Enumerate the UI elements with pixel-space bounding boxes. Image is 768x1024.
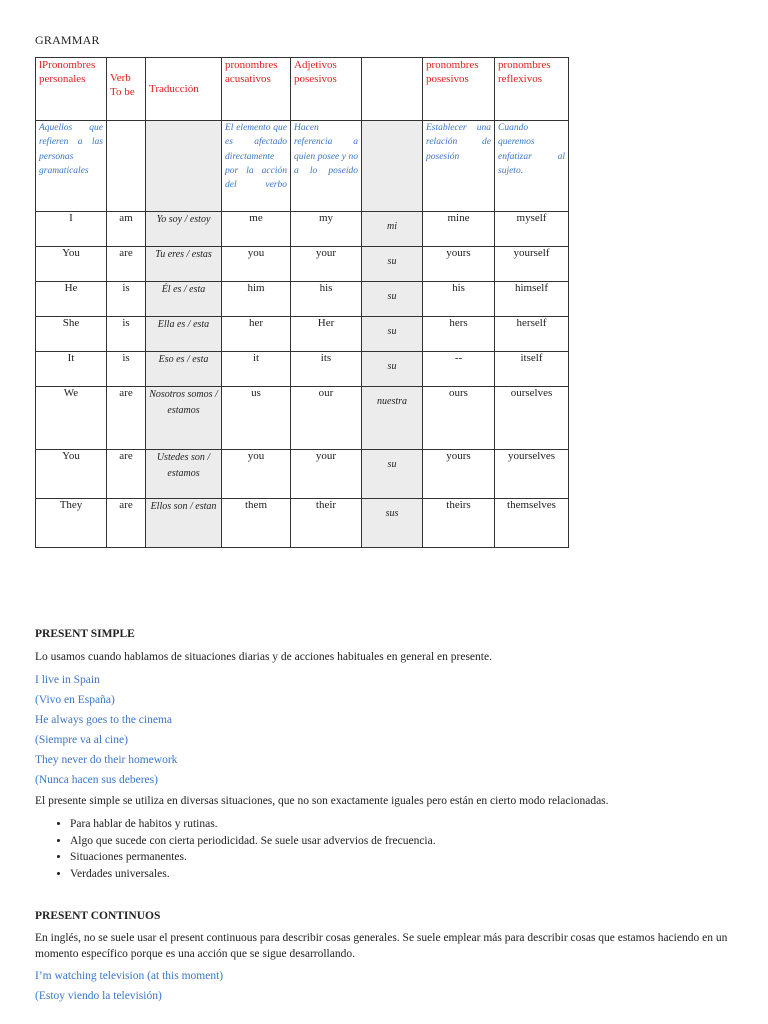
example-sentence: I live in Spain: [35, 673, 100, 686]
table-cell: our: [291, 387, 362, 450]
table-row: [36, 282, 569, 317]
table-cell: themselves: [495, 499, 569, 548]
table-cell: my: [291, 212, 362, 247]
table-cell: yourselves: [495, 450, 569, 499]
table-cell: theirs: [423, 499, 495, 548]
description-cell: Hacen referencia a quien posee y no a lo poseído: [291, 121, 362, 212]
table-cell: They: [36, 499, 107, 548]
header-cell: pronombres reflexivos: [495, 58, 569, 121]
table-cell: is: [107, 352, 146, 387]
table-cell: his: [423, 282, 495, 317]
description-cell: Cuando queremos enfatizar al sujeto.: [495, 121, 569, 212]
paragraph: Lo usamos cuando hablamos de situaciones diarias y de acciones habituales en general en presente.: [35, 651, 492, 663]
table-cell: your: [291, 247, 362, 282]
table-row: [36, 352, 569, 387]
table-cell: Tu eres / estas: [146, 247, 222, 282]
example-sentence: I’m watching television (at this moment): [35, 970, 224, 983]
table-cell: su: [362, 317, 423, 352]
description-cell: El elemento que es afectado directamente por la acción del verbo: [222, 121, 291, 212]
table-cell: It: [36, 352, 107, 387]
table-cell: su: [362, 282, 423, 317]
table-cell: itself: [495, 352, 569, 387]
table-cell: You: [36, 247, 107, 282]
table-cell: him: [222, 282, 291, 317]
header-cell: pronombres acusativos: [222, 58, 291, 121]
paragraph: El presente simple se utiliza en diversas situaciones, que no son exactamente iguales pero están en cierto modo relacionadas.: [35, 794, 609, 807]
section-heading-present-continuous: PRESENT CONTINUOS: [35, 910, 161, 923]
table-cell: Él es / esta: [146, 282, 222, 317]
table-cell: mi: [362, 212, 423, 247]
table-cell: your: [291, 450, 362, 499]
example-sentence: He always goes to the cinema: [35, 713, 172, 726]
description-cell: [146, 121, 222, 212]
example-sentence: They never do their homework: [35, 753, 178, 766]
table-cell: su: [362, 352, 423, 387]
table-header-row: [36, 58, 569, 121]
section-heading-present-simple: PRESENT SIMPLE: [35, 628, 135, 640]
table-cell: herself: [495, 317, 569, 352]
list-item: • Algo que sucede con cierta periodicidad. Se suele usar advervios de frecuencia.: [70, 833, 735, 850]
usage-list: [35, 816, 735, 882]
table-cell: nuestra: [362, 387, 423, 450]
table-cell: you: [222, 247, 291, 282]
table-row: [36, 247, 569, 282]
description-cell: [362, 121, 423, 212]
table-cell: Ustedes son / estamos: [146, 450, 222, 499]
table-row: [36, 499, 569, 548]
table-cell: mine: [423, 212, 495, 247]
table-cell: She: [36, 317, 107, 352]
table-cell: He: [36, 282, 107, 317]
description-cell: Establecer una relación de posesión: [423, 121, 495, 212]
paragraph: En inglés, no se suele usar el present continuous para describir cosas generales. Se suele emplear más para describir cosas que estamos haciendo en un momento específico porque es una acción que se sigue desarrollando.: [35, 932, 728, 960]
table-cell: Nosotros somos / estamos: [146, 387, 222, 450]
table-cell: Eso es / esta: [146, 352, 222, 387]
table-cell: us: [222, 387, 291, 450]
table-cell: su: [362, 450, 423, 499]
table-cell: yours: [423, 450, 495, 499]
table-row: [36, 212, 569, 247]
table-cell: ourselves: [495, 387, 569, 450]
example-translation: (Estoy viendo la televisión): [35, 990, 162, 1003]
table-cell: Ellos son / estan: [146, 499, 222, 548]
table-cell: are: [107, 450, 146, 499]
table-cell: are: [107, 247, 146, 282]
table-cell: is: [107, 317, 146, 352]
table-cell: Her: [291, 317, 362, 352]
pronoun-table: [35, 57, 569, 548]
table-cell: --: [423, 352, 495, 387]
table-cell: himself: [495, 282, 569, 317]
description-cell: Aquellos que refieren a las personas gramaticales: [36, 121, 107, 212]
table-cell: We: [36, 387, 107, 450]
table-cell: you: [222, 450, 291, 499]
table-cell: hers: [423, 317, 495, 352]
table-cell: yourself: [495, 247, 569, 282]
table-cell: it: [222, 352, 291, 387]
header-cell: lPronombres personales: [36, 58, 107, 121]
table-row: [36, 317, 569, 352]
table-cell: their: [291, 499, 362, 548]
header-cell: Adjetivos posesivos: [291, 58, 362, 121]
table-cell: You: [36, 450, 107, 499]
lesson-content: [35, 628, 735, 1002]
table-cell: me: [222, 212, 291, 247]
example-translation: (Vivo en España): [35, 693, 115, 706]
header-cell: Verb To be: [107, 58, 146, 121]
table-cell: ours: [423, 387, 495, 450]
document-title: GRAMMAR: [35, 33, 100, 47]
header-cell: Traducción: [146, 58, 222, 121]
table-description-row: [36, 121, 569, 212]
example-translation: (Nunca hacen sus deberes): [35, 773, 158, 786]
header-cell: [362, 58, 423, 121]
table-cell: are: [107, 499, 146, 548]
table-cell: am: [107, 212, 146, 247]
table-row: [36, 387, 569, 450]
table-cell: her: [222, 317, 291, 352]
table-cell: yours: [423, 247, 495, 282]
table-row: [36, 450, 569, 499]
list-item: • Verdades universales.: [70, 866, 735, 883]
table-cell: Yo soy / estoy: [146, 212, 222, 247]
table-cell: is: [107, 282, 146, 317]
table-cell: sus: [362, 499, 423, 548]
table-cell: its: [291, 352, 362, 387]
header-cell: pronombres posesivos: [423, 58, 495, 121]
table-cell: I: [36, 212, 107, 247]
description-cell: [107, 121, 146, 212]
table-cell: myself: [495, 212, 569, 247]
example-translation: (Siempre va al cine): [35, 733, 128, 746]
table-cell: are: [107, 387, 146, 450]
table-cell: Ella es / esta: [146, 317, 222, 352]
table-cell: them: [222, 499, 291, 548]
list-item: • Para hablar de habitos y rutinas.: [70, 816, 735, 833]
list-item: • Situaciones permanentes.: [70, 849, 735, 866]
table-cell: his: [291, 282, 362, 317]
table-cell: su: [362, 247, 423, 282]
